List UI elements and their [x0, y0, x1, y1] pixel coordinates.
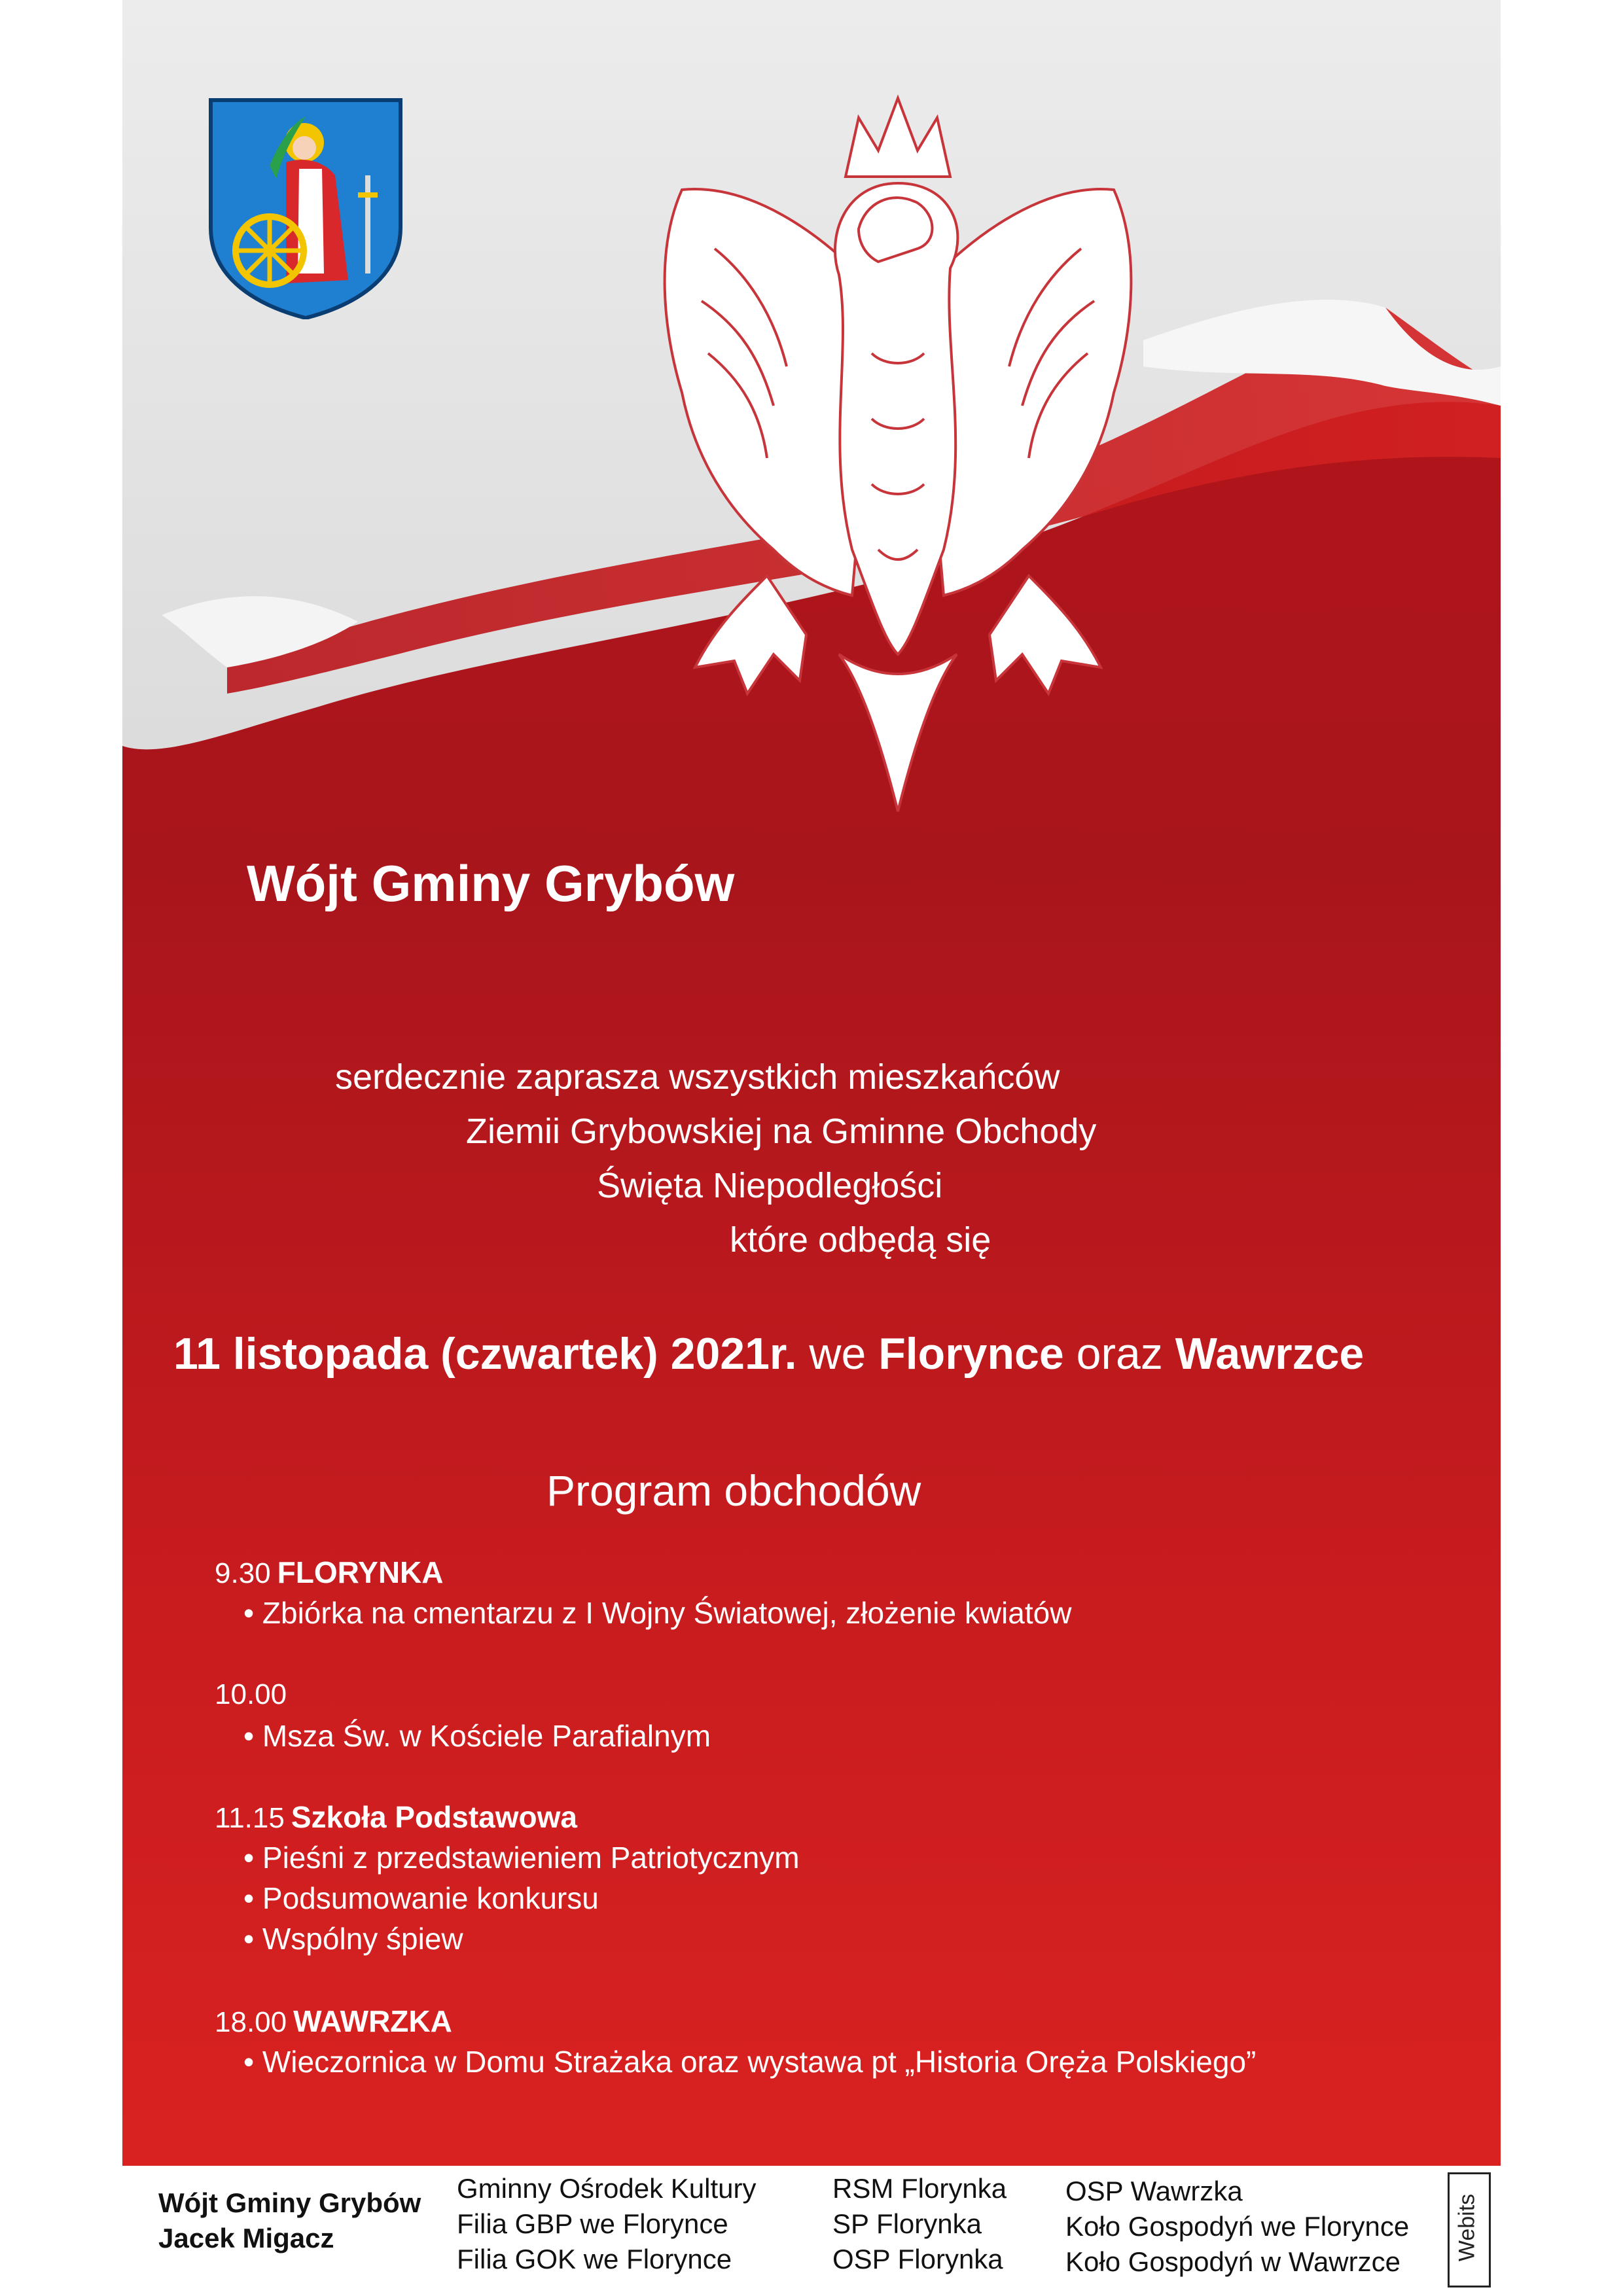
partner: RSM Florynka — [832, 2173, 1007, 2204]
footer-partners-col-2 — [457, 2171, 757, 2277]
program-item: • Zbiórka na cmentarzu z I Wojny Światowej, złożenie kwiatów — [243, 1596, 1072, 1630]
webits-label: Webits — [1454, 2193, 1480, 2262]
partner: Filia GOK we Florynce — [457, 2244, 732, 2274]
footer-organizer — [158, 2185, 421, 2256]
program-place: WAWRZKA — [293, 2004, 452, 2038]
partner: OSP Wawrzka — [1065, 2176, 1243, 2206]
gmina-coat-of-arms — [207, 97, 404, 319]
footer-partners-col-3 — [832, 2171, 1007, 2277]
program-item: • Podsumowanie konkursu — [243, 1881, 599, 1915]
invitation-line-1: serdecznie zaprasza wszystkich mieszkańców — [335, 1057, 1060, 1097]
program-entry-3 — [215, 1799, 577, 1835]
event-date-line — [173, 1328, 1364, 1379]
program-item: • Wspólny śpiew — [243, 1922, 463, 1956]
program-item: • Pieśni z przedstawieniem Patriotycznym — [243, 1841, 800, 1875]
program-title: Program obchodów — [546, 1466, 921, 1515]
program-place: FLORYNKA — [277, 1555, 444, 1589]
partner: Koło Gospodyń w Wawrzce — [1065, 2246, 1400, 2277]
invitation-line-2: Ziemii Grybowskiej na Gminne Obchody — [466, 1112, 1097, 1151]
partner: SP Florynka — [832, 2208, 982, 2239]
event-date: 11 listopada (czwartek) 2021r. — [173, 1329, 797, 1379]
program-entry-2 — [215, 1678, 287, 1711]
program-entry-4 — [215, 2004, 452, 2039]
eagle-crown — [846, 98, 950, 177]
date-oraz: oraz — [1076, 1329, 1163, 1379]
footer-partners-col-4 — [1065, 2174, 1409, 2280]
date-we: we — [809, 1329, 866, 1379]
poster — [122, 0, 1501, 2166]
program-item: • Msza Św. w Kościele Parafialnym — [243, 1719, 711, 1753]
invitation-line-4: które odbędą się — [730, 1220, 991, 1260]
organizer-name: Jacek Migacz — [158, 2223, 334, 2253]
invitation-line-3: Święta Niepodległości — [597, 1166, 943, 1205]
program-time: 18.00 — [215, 2006, 287, 2038]
eagle-left-talon — [695, 576, 806, 694]
eagle-right-talon — [990, 576, 1101, 694]
webits-badge — [1448, 2172, 1491, 2287]
program-item: • Wieczornica w Domu Strażaka oraz wystawa pt „Historia Oręża Polskiego” — [243, 2045, 1257, 2079]
program-entry-1 — [215, 1555, 443, 1590]
program-time: 10.00 — [215, 1678, 287, 1710]
eagle-tail — [839, 654, 957, 811]
program-time: 9.30 — [215, 1557, 271, 1589]
partner: Filia GBP we Florynce — [457, 2208, 728, 2239]
invitation-title: Wójt Gminy Grybów — [247, 855, 735, 912]
white-eagle-emblem — [551, 79, 1245, 851]
partner: Gminny Ośrodek Kultury — [457, 2173, 757, 2204]
partner: Koło Gospodyń we Florynce — [1065, 2211, 1410, 2242]
program-time: 11.15 — [215, 1802, 285, 1834]
event-place-1: Florynce — [878, 1329, 1064, 1379]
organizer-title: Wójt Gminy Grybów — [158, 2187, 421, 2218]
partner: OSP Florynka — [832, 2244, 1003, 2274]
program-place: Szkoła Podstawowa — [291, 1800, 577, 1834]
event-place-2: Wawrzce — [1175, 1329, 1364, 1379]
